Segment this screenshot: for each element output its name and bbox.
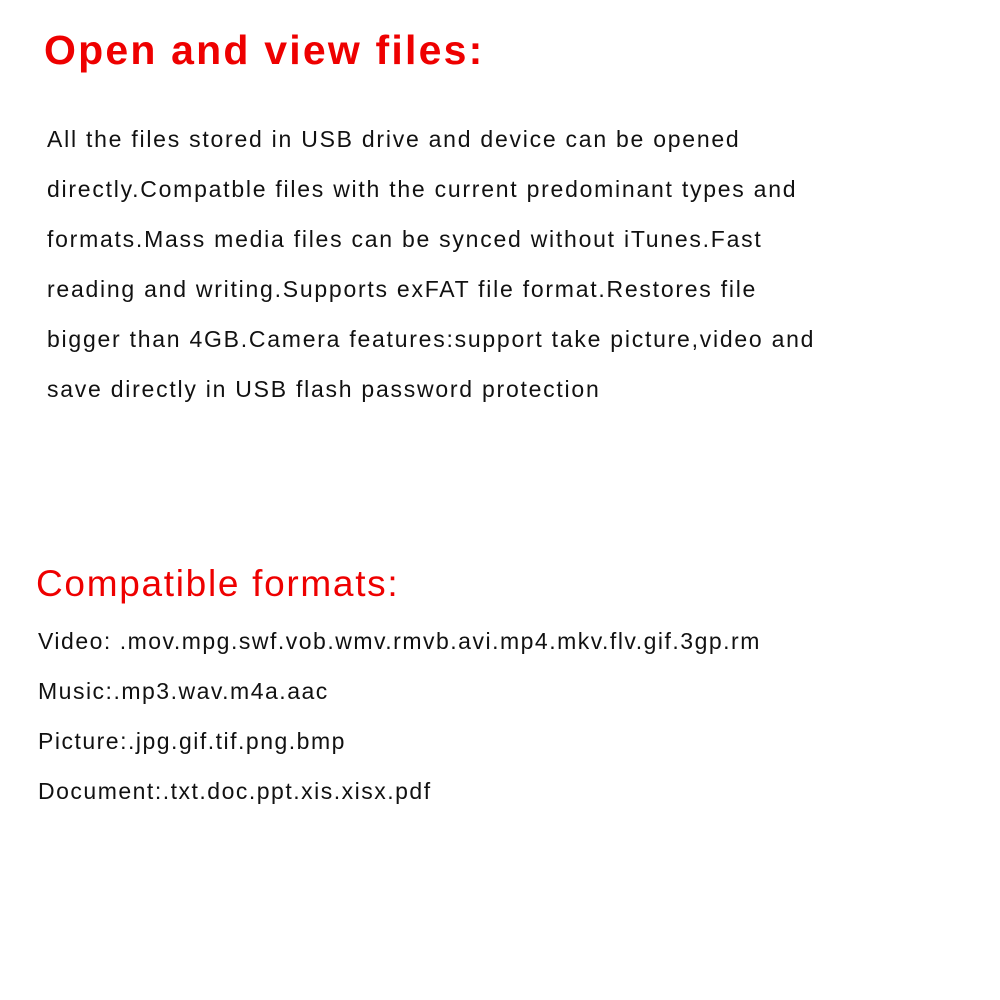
paragraph-line: save directly in USB flash password protection <box>47 376 601 402</box>
compatible-formats-heading: Compatible formats: <box>36 563 400 604</box>
format-line-document: Document:.txt.doc.ppt.xis.xisx.pdf <box>38 778 432 804</box>
paragraph-line: All the files stored in USB drive and device can be opened <box>47 126 741 152</box>
paragraph-line: bigger than 4GB.Camera features:support take picture,video and <box>47 326 816 352</box>
paragraph-line: directly.Compatble files with the current predominant types and <box>47 176 798 202</box>
format-line-picture: Picture:.jpg.gif.tif.png.bmp <box>38 728 346 754</box>
format-line-music: Music:.mp3.wav.m4a.aac <box>38 678 329 704</box>
paragraph-line: reading and writing.Supports exFAT file format.Restores file <box>47 276 758 302</box>
format-line-video: Video: .mov.mpg.swf.vob.wmv.rmvb.avi.mp4.mkv.flv.gif.3gp.rm <box>38 628 761 654</box>
open-view-files-heading: Open and view files: <box>44 27 485 73</box>
paragraph-line: formats.Mass media files can be synced without iTunes.Fast <box>47 226 763 252</box>
